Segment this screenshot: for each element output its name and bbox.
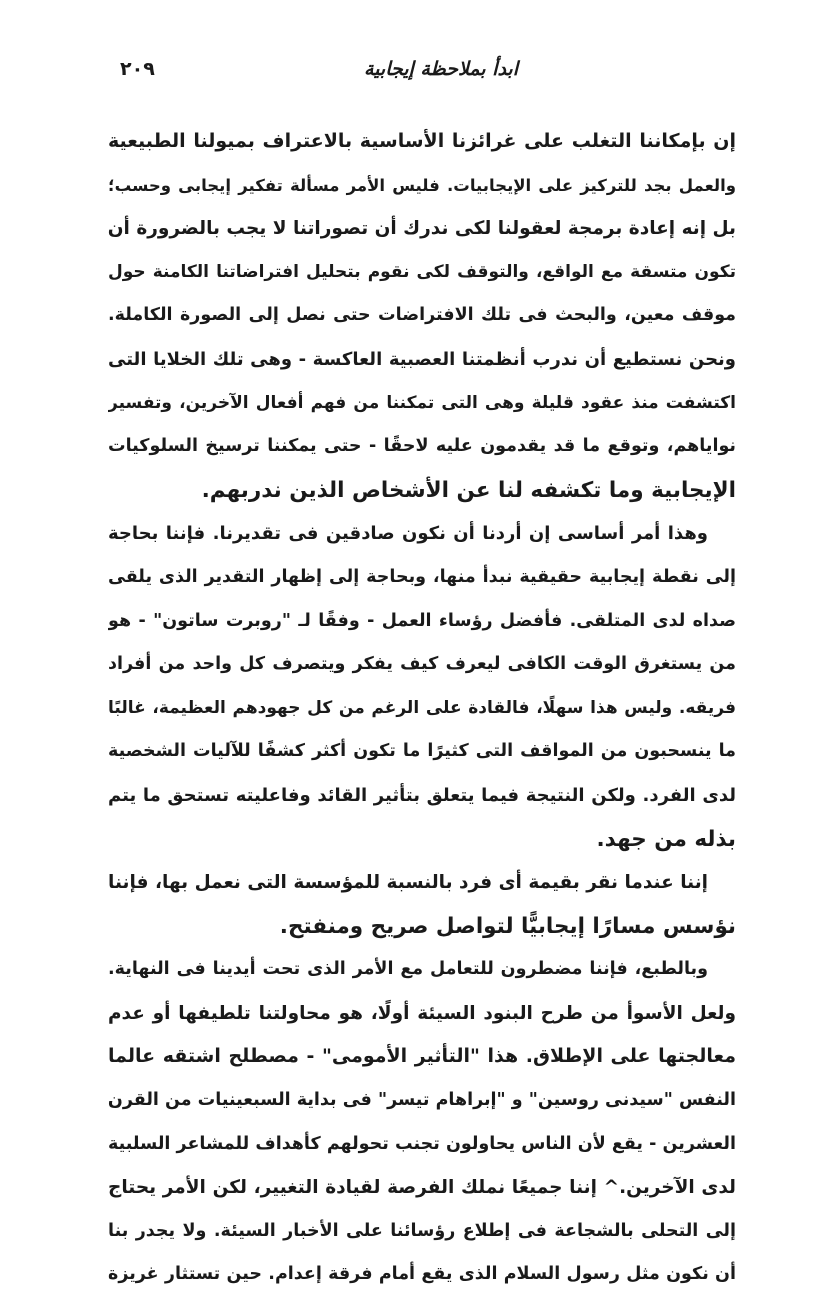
text-line: ونحن نستطيع أن ندرب أنظمتنا العصبية العاكسة - وهى تلك الخلايا التى	[108, 348, 736, 370]
running-title: ابدأ بملاحظة إيجابية	[363, 58, 518, 80]
text-line: فريقه. وليس هذا سهلًا، فالقادة على الرغم من كل جهودهم العظيمة، غالبًا	[108, 697, 736, 718]
text-line: وبالطبع، فإننا مضطرون للتعامل مع الأمر الذى تحت أيدينا فى النهاية.	[108, 959, 708, 980]
text-line: موقف معين، والبحث فى تلك الافتراضات حتى نصل إلى الصورة الكاملة.	[108, 305, 736, 326]
text-line: ما ينسحبون من المواقف التى كثيرًا ما تكون أكثر كشفًا للآليات الشخصية	[108, 741, 736, 762]
text-line: معالجتها على الإطلاق. هذا "التأثير الأمومى" - مصطلح اشتقه عالما	[108, 1045, 736, 1068]
text-line: بل إنه إعادة برمجة لعقولنا لكى ندرك أن تصوراتنا لا يجب بالضرورة أن	[108, 218, 736, 240]
body-text	[108, 120, 736, 1297]
text-line: والعمل بجد للتركيز على الإيجابيات. فليس الأمر مسألة تفكير إيجابى وحسب؛	[108, 175, 736, 195]
page-number: ٢٠٩	[120, 58, 155, 80]
text-line: أن نكون مثل رسول السلام الذى يقع أمام فرقة إعدام. حين تستثار غريزة	[108, 1264, 736, 1285]
text-line: وهذا أمر أساسى إن أردنا أن نكون صادقين فى تقديرنا. فإننا بحاجة	[108, 523, 708, 545]
text-line: بذله من جهد.	[596, 826, 736, 852]
text-line: العشرين - يقع لأن الناس يحاولون تجنب تحولهم كأهداف للمشاعر السلبية	[108, 1133, 736, 1154]
text-line: نواياهم، وتوقع ما قد يقدمون عليه لاحقًا - حتى يمكننا ترسيخ السلوكيات	[108, 436, 736, 457]
text-line: إلى نقطة إيجابية حقيقية نبدأ منها، وبحاجة إلى إظهار التقدير الذى يلقى	[108, 566, 736, 587]
text-line: اكتشفت منذ عقود قليلة وهى التى تمكننا من فهم أفعال الآخرين، وتفسير	[108, 392, 736, 413]
running-header	[120, 58, 708, 88]
text-line: نؤسس مسارًا إيجابيًّا لتواصل صريح ومنفتح.	[279, 913, 736, 939]
text-line: إن بإمكاننا التغلب على غرائزنا الأساسية بالاعتراف بميولنا الطبيعية	[108, 130, 736, 152]
text-line: النفس "سيدنى روسين" و "إبراهام تيسر" فى بداية السبعينيات من القرن	[108, 1090, 736, 1111]
text-line: إننا عندما نقر بقيمة أى فرد بالنسبة للمؤسسة التى نعمل بها، فإننا	[108, 872, 708, 894]
text-line: تكون متسقة مع الواقع، والتوقف لكى نقوم بتحليل افتراضاتنا الكامنة حول	[108, 261, 736, 282]
text-line: من يستغرق الوقت الكافى ليعرف كيف يفكر ويتصرف كل واحد من أفراد	[108, 654, 736, 675]
text-line: إلى التحلى بالشجاعة فى إطلاع رؤسائنا على الأخبار السيئة. ولا يجدر بنا	[108, 1220, 736, 1241]
text-line: لدى الفرد. ولكن النتيجة فيما يتعلق بتأثير القائد وفاعليته تستحق ما يتم	[108, 784, 736, 806]
text-line: ولعل الأسوأ من طرح البنود السيئة أولًا، هو محاولتنا تلطيفها أو عدم	[108, 1002, 736, 1024]
text-line: صداه لدى المتلقى. فأفضل رؤساء العمل - وفقًا لـ "روبرت ساتون" - هو	[108, 610, 736, 631]
text-line: الإيجابية وما تكشفه لنا عن الأشخاص الذين ندربهم.	[201, 477, 736, 503]
text-line: لدى الآخرين.^ إننا جميعًا نملك الفرصة لقيادة التغيير، لكن الأمر يحتاج	[108, 1177, 736, 1199]
